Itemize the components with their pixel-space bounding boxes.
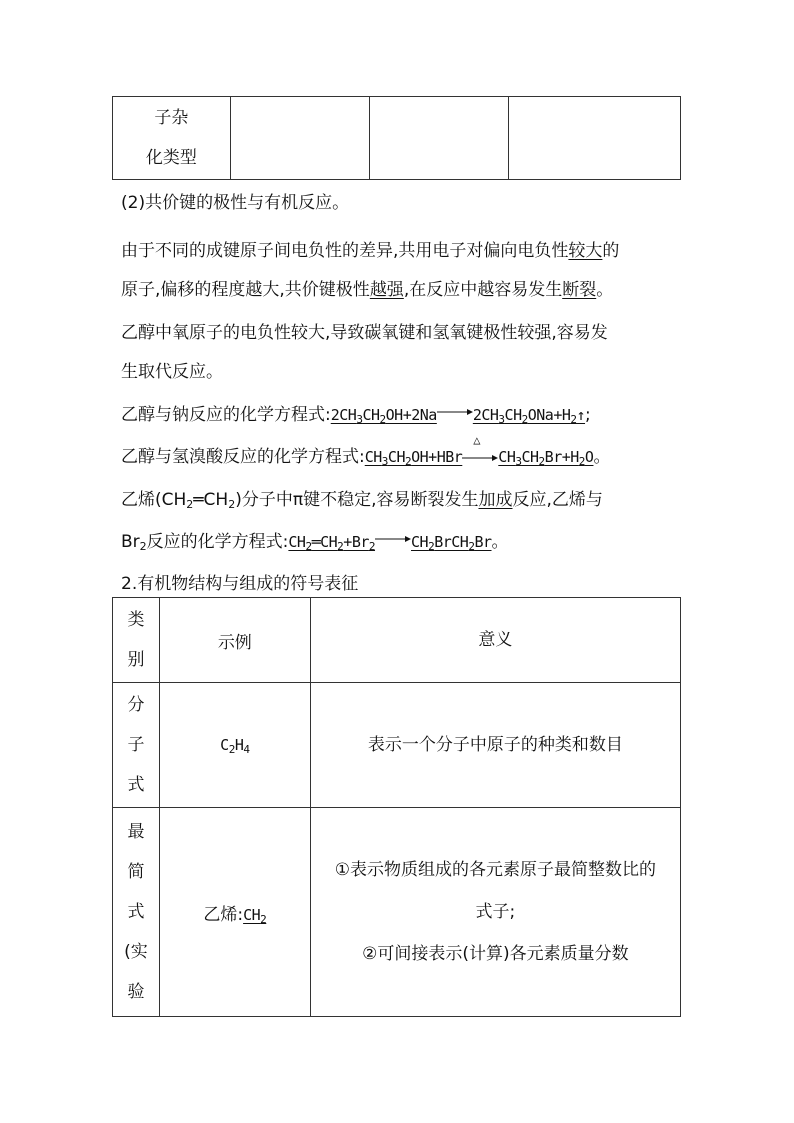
- empty-cell: [370, 97, 509, 180]
- answer-blank: 断裂: [562, 280, 597, 300]
- paragraph-line: 原子,偏移的程度越大,共价键极性越强,在反应中越容易发生断裂。: [121, 280, 614, 300]
- equation-line-sodium: 乙醇与钠反应的化学方程式$:2CH_3CH_2OH+2Na$ $2CH_3CH_2ONa+H_2↑$;: [121, 405, 591, 426]
- equation-line-bromine: $Br_2$反应的化学方程式$:CH_2═CH_2+Br_2$ $CH_2BrCH_2Br$。: [121, 532, 509, 553]
- row-example-cell: 乙烯$:CH_2$: [159, 808, 310, 1017]
- heat-arrow-icon: △: [462, 449, 498, 467]
- answer-blank: 加成: [478, 490, 513, 510]
- answer-blank: 越强: [369, 280, 404, 300]
- table-header-row: [113, 598, 681, 683]
- equation-answer: $CH_2═CH_2+Br_2$ $CH_2BrCH_2Br$: [288, 533, 492, 553]
- symbol-representation-table: [112, 597, 681, 1017]
- equation-answer: $CH_3CH_2OH+HBr$ △ $CH_3CH_2Br+H_2O$: [364, 432, 594, 468]
- empty-cell: [230, 97, 369, 180]
- table-row: [113, 97, 681, 180]
- double-bond-icon: ═: [193, 490, 204, 510]
- table-row: [113, 683, 681, 808]
- reaction-arrow-icon: [375, 538, 411, 548]
- header-type: 类 别: [113, 598, 160, 683]
- hybridization-table: [112, 96, 681, 180]
- empty-cell: [509, 97, 681, 180]
- row-type-cell: 最 简 式 (实 验: [113, 808, 160, 1017]
- reaction-arrow-icon: [437, 411, 473, 421]
- row-example-cell: $C_2H_4$: [159, 683, 310, 808]
- equation-answer: $2CH_3CH_2OH+2Na$ $2CH_3CH_2ONa+H_2↑$: [330, 406, 586, 426]
- equation-line-hbr: 乙醇与氢溴酸反应的化学方程式$:CH_3CH_2OH+HBr$ △ $CH_3CH_2Br+H_2O$。: [121, 432, 611, 468]
- paragraph-line: 由于不同的成键原子间电负性的差异,共用电子对偏向电负性较大的: [121, 241, 620, 261]
- section-heading: (2)共价键的极性与有机反应。: [121, 193, 350, 213]
- paragraph-line: 生取代反应。: [121, 362, 223, 382]
- row-type-cell: 分 子 式: [113, 683, 160, 808]
- paragraph-line: 乙烯$(CH_2═CH_2)$分子中π键不稳定,容易断裂发生加成反应,乙烯与: [121, 490, 603, 511]
- answer-blank: 较大: [568, 241, 603, 261]
- answer-blank: $CH_2$: [243, 905, 267, 926]
- row-meaning-cell: ①表示物质组成的各元素原子最简整数比的 式子; ②可间接表示(计算)各元素质量分数: [310, 808, 680, 1017]
- header-example: 示例: [159, 598, 310, 683]
- row-label-line: 化类型: [145, 148, 197, 168]
- paragraph-line: 乙醇中氧原子的电负性较大,导致碳氧键和氢氧键极性较强,容易发: [121, 323, 608, 343]
- section-heading: 2.有机物结构与组成的符号表征: [121, 574, 359, 594]
- row-label-line: 子杂: [154, 108, 189, 128]
- table-row: [113, 808, 681, 1017]
- row-label-cell: [113, 97, 231, 180]
- row-meaning-cell: 表示一个分子中原子的种类和数目: [310, 683, 680, 808]
- header-meaning: 意义: [310, 598, 680, 683]
